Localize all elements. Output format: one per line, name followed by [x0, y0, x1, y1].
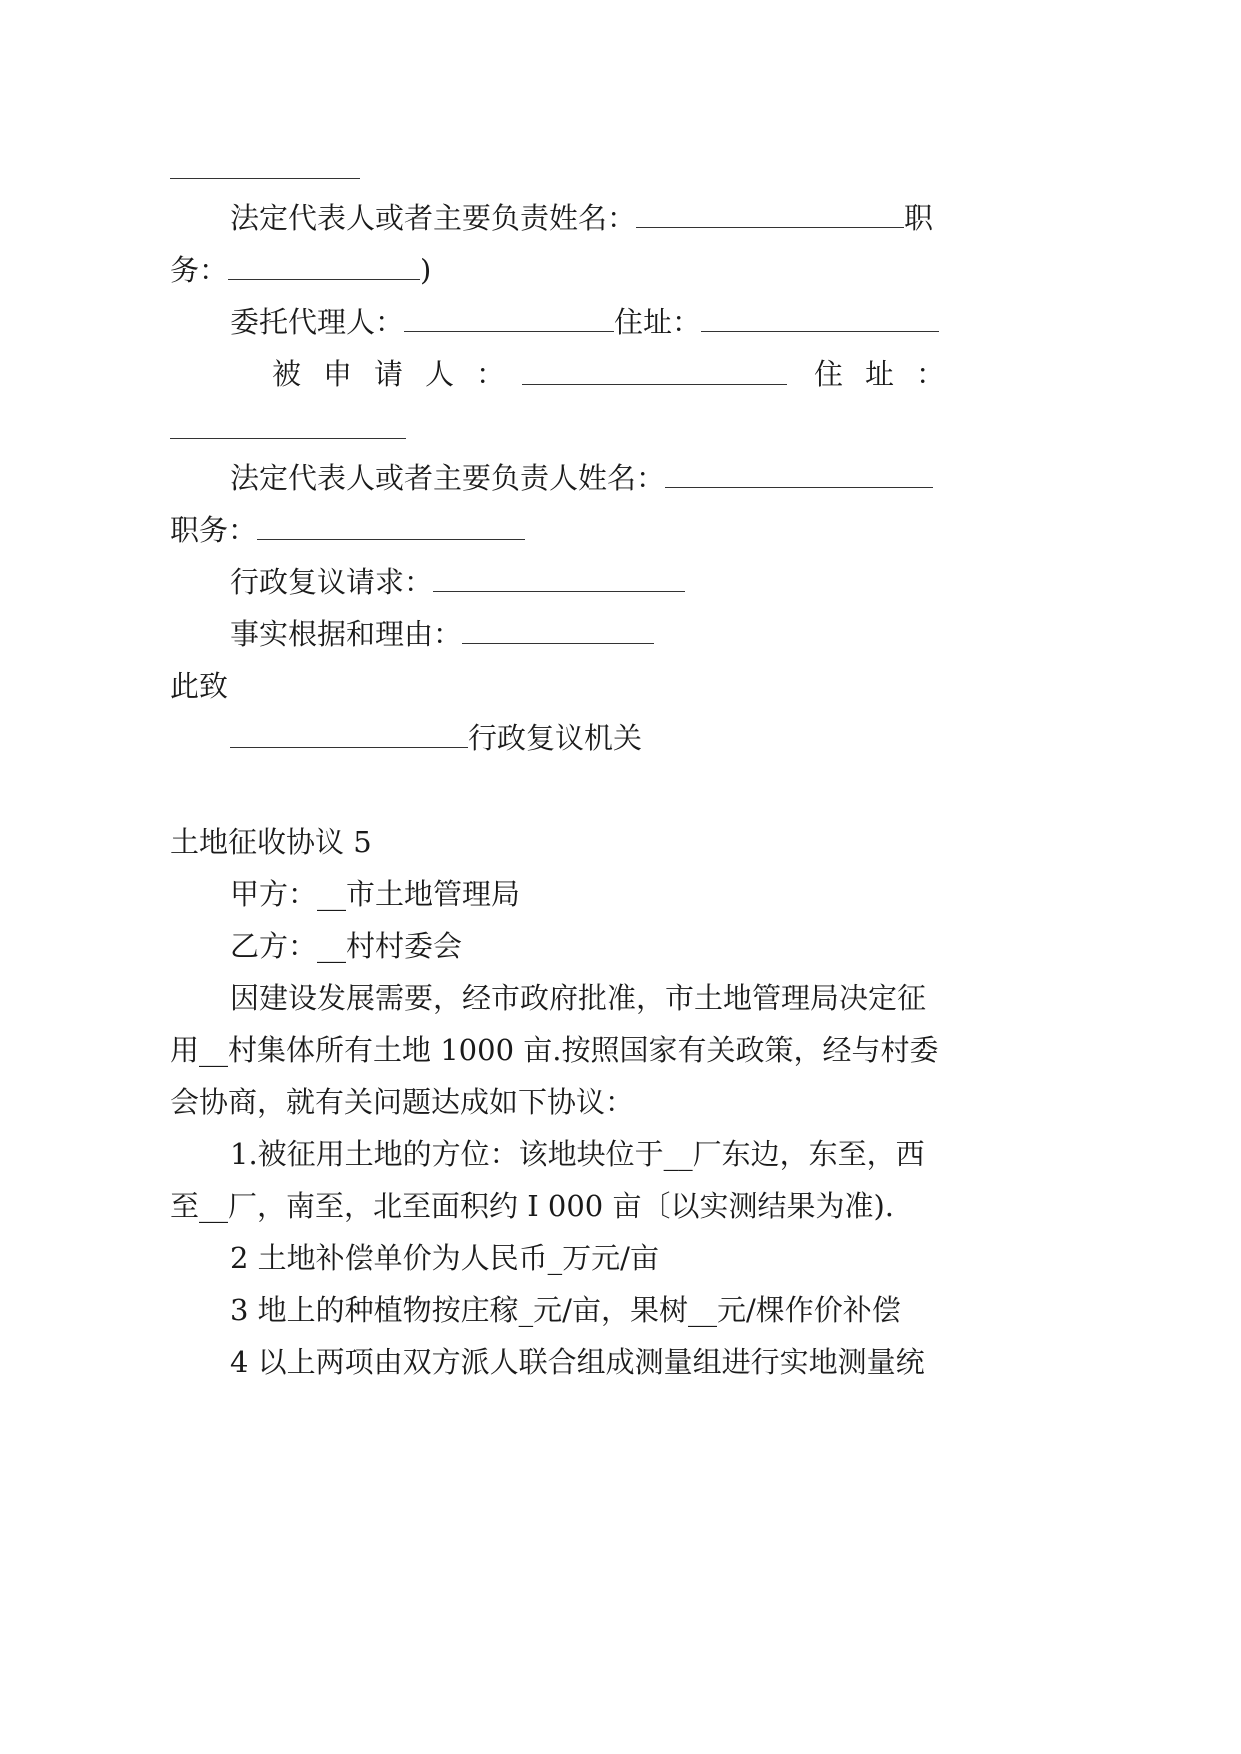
respondent-address-label: 住址： [814, 357, 968, 391]
address-blank [701, 305, 939, 332]
intro-paragraph-line-1: 因建设发展需要，经市政府批准，市土地管理局决定征 [230, 981, 927, 1015]
respondent-address-blank [170, 438, 406, 439]
respondent-address-label-line [814, 354, 967, 394]
intro-paragraph-line-2: 用__村集体所有土地 1000 亩.按照国家有关政策，经与村委 [170, 1033, 939, 1067]
respondent-label: 被申请人： [272, 357, 528, 391]
party-b: 乙方：__村村委会 [230, 929, 463, 963]
agent-label: 委托代理人： [230, 305, 405, 339]
facts-reasons-label: 事实根据和理由： [230, 617, 463, 651]
blank-line [170, 178, 360, 179]
agreement-title: 土地征收协议 5 [170, 825, 372, 859]
review-authority-line [230, 718, 642, 758]
respondent-rep-line [230, 458, 933, 498]
review-request-line [230, 562, 685, 602]
position-label-start: 职 [904, 201, 934, 235]
item-2: 2 土地补偿单价为人民币_万元/亩 [230, 1241, 659, 1275]
facts-reasons-line [230, 614, 654, 654]
position-label-end: 务： [170, 253, 229, 287]
respondent-position-blank [257, 513, 525, 540]
legal-rep-blank [636, 201, 904, 228]
review-authority-blank [230, 721, 468, 748]
respondent-label-line [272, 354, 527, 394]
review-request-blank [433, 565, 685, 592]
close-paren: ) [420, 253, 432, 287]
address-label: 住址： [614, 305, 702, 339]
party-a: 甲方：__市土地管理局 [230, 877, 521, 911]
agent-line [230, 302, 939, 342]
position-blank [228, 253, 420, 280]
position-line [170, 250, 431, 290]
respondent-position-line [170, 510, 525, 550]
respondent-blank [522, 384, 787, 385]
respondent-rep-blank [665, 461, 933, 488]
item-4: 4 以上两项由双方派人联合组成测量组进行实地测量统 [230, 1345, 925, 1379]
intro-paragraph-line-3: 会协商，就有关问题达成如下协议： [170, 1085, 635, 1119]
item-1-line-2: 至__厂，南至，北至面积约 I 000 亩〔以实测结果为准). [170, 1189, 894, 1223]
legal-rep-label: 法定代表人或者主要负责姓名： [230, 201, 637, 235]
agent-blank [404, 305, 614, 332]
respondent-rep-label: 法定代表人或者主要负责人姓名： [230, 461, 666, 495]
respondent-position-label: 职务： [170, 513, 258, 547]
review-request-label: 行政复议请求： [230, 565, 434, 599]
legal-rep-line [230, 198, 933, 238]
item-1-line-1: 1.被征用土地的方位：该地块位于__厂东边，东至，西 [230, 1137, 925, 1171]
facts-reasons-blank [462, 617, 654, 644]
salutation: 此致 [170, 669, 229, 703]
review-authority-label: 行政复议机关 [468, 721, 643, 755]
item-3: 3 地上的种植物按庄稼_元/亩，果树__元/棵作价补偿 [230, 1293, 901, 1327]
